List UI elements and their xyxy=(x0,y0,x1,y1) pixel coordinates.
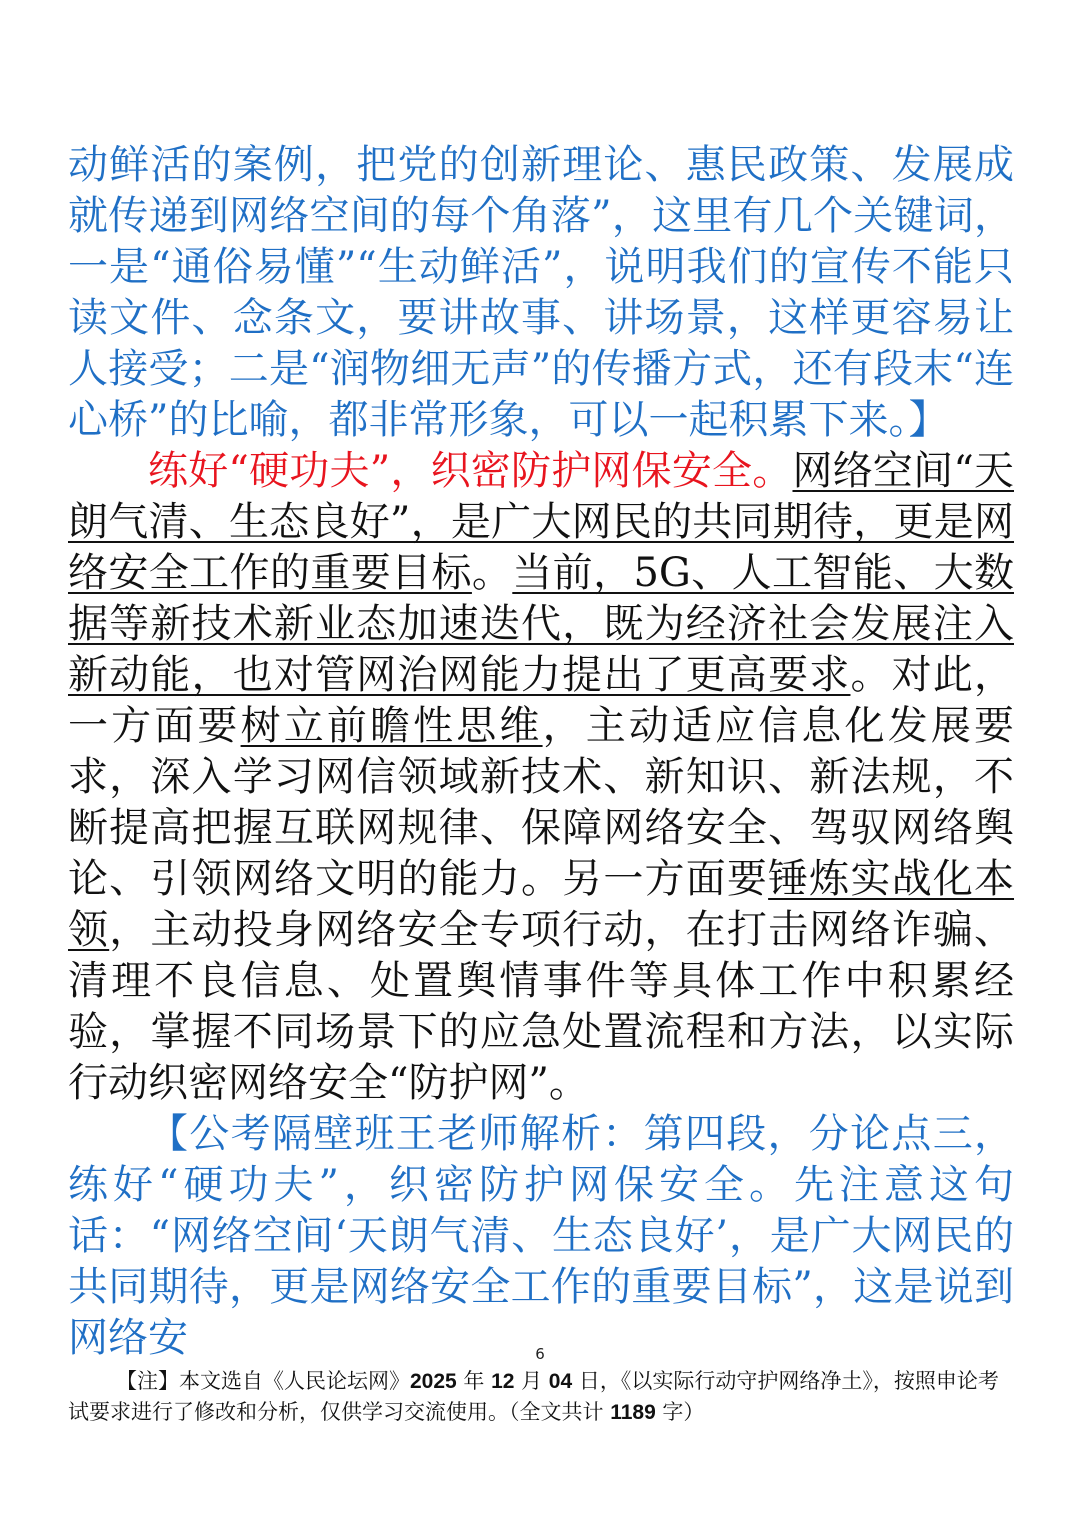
note-day: 04 xyxy=(548,1370,573,1393)
note-month: 12 xyxy=(491,1370,515,1393)
note-text-b: 年 xyxy=(456,1369,492,1393)
body-text-1: 。 xyxy=(471,550,513,596)
analysis-text: 【公考隔壁班王老师解析：第四段，分论点三，练好“硬功夫”，织密防护网保安全。先注意这句话：“网络空间‘天朗气清、生态良好’，是广大网民的共同期待，更是网络安全工作的重要目标”，这是说到网络安 xyxy=(68,1111,1014,1361)
note-text-d: 日，《以实际行动守护网络净土》，按照申论考试要求进行了修改和分析，仅供学习交流使用。（全文共计 xyxy=(68,1369,999,1424)
underlined-phrase-1: 树立前瞻性思维 xyxy=(240,703,543,749)
note-year: 2025 xyxy=(410,1370,457,1393)
body-text-4: ，主动投身网络安全专项行动，在打击网络诈骗、清理不良信息、处置舆情事件等具体工作中积累经验，掌握不同场景下的应急处置流程和方法，以实际行动织密网络安全“防护网”。 xyxy=(68,907,1015,1106)
note-word-count: 1189 xyxy=(610,1401,656,1424)
body-text-3: ，主动适应信息化发展要求，深入学习网信领域新技术、新知识、新法规，不断提高把握互联网规律、保障网络安全、驾驭网络舆论、引领网络文明的能力。另一方面要 xyxy=(68,703,1015,902)
underlined-phrase-2: 锤炼实战化本领 xyxy=(68,856,1015,953)
note-text-c: 月 xyxy=(514,1369,549,1393)
page-number: 6 xyxy=(535,1345,545,1363)
body-text-2: 。对此，一方面要 xyxy=(68,652,1015,749)
commentary-paragraph-continued xyxy=(68,140,1014,446)
commentary-text: 动鲜活的案例，把党的创新理论、惠民政策、发展成就传递到网络空间的每个角落”，这里有几个关键词，一是“通俗易懂”“生动鲜活”，说明我们的宣传不能只读文件、念条文，要讲故事、讲场景，这样更容易让人接受；二是“润物细无声”的传播方式，还有段末“连心桥”的比喻，都非常形象，可以一起积累下来。】 xyxy=(68,142,1014,443)
main-paragraph xyxy=(68,446,1014,1109)
underlined-sentence-2: 当前，5G、人工智能、大数据等新技术新业态加速迭代，既为经济社会发展注入新动能，也对管网治网能力提出了更高要求 xyxy=(68,550,1014,698)
underlined-sentence-1: 网络空间“天朗气清、生态良好”，是广大网民的共同期待，更是网络安全工作的重要目标 xyxy=(68,448,1014,596)
section-heading: 练好“硬功夫”，织密防护网保安全。 xyxy=(148,448,793,494)
analysis-paragraph xyxy=(68,1109,1014,1364)
note-text-e: 字） xyxy=(655,1400,705,1424)
source-note xyxy=(68,1366,1014,1428)
document-body xyxy=(68,140,1014,1364)
note-text-a: 【注】本文选自《人民论坛网》 xyxy=(116,1369,410,1393)
